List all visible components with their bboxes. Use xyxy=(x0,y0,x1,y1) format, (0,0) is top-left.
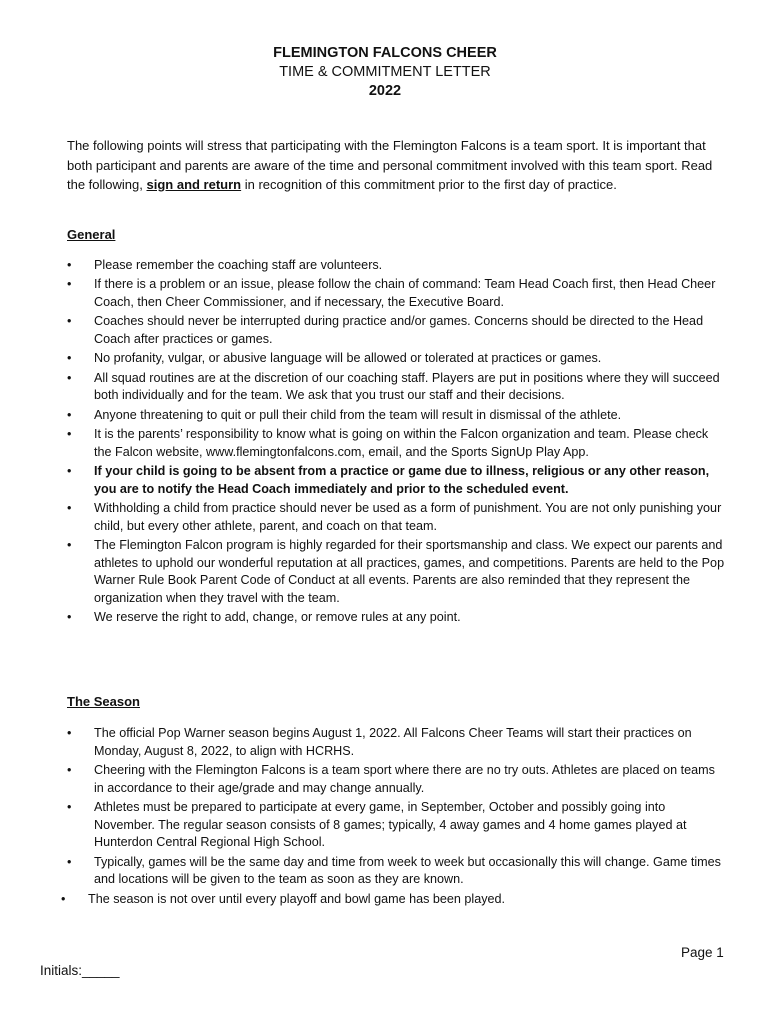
list-item-absence-notice xyxy=(67,463,727,498)
list-item-text: It is the parents’ responsibility to know what is going on within the Falcon organization and team. Please check the Falcon website, www.flemingtonfalcons.com, email, and the Sports SignUp Play App. xyxy=(94,427,709,459)
list-item-text: Typically, games will be the same day and time from week to week but occasionally this will change. Game times and locations will be given to the team as soon as they are known. xyxy=(94,854,721,887)
list-item-text: Please remember the coaching staff are volunteers. xyxy=(94,258,383,272)
list-item xyxy=(67,370,727,405)
document-subtitle: TIME & COMMITMENT LETTER xyxy=(279,64,491,80)
list-item-text: We reserve the right to add, change, or remove rules at any point. xyxy=(94,610,461,625)
page-number: Page 1 xyxy=(681,945,724,960)
list-item-text: All squad routines are at the discretion of our coaching staff. Players are put in positions where they will succeed both individually and for the team. We ask that you trust our staff and their decisions. xyxy=(94,370,720,403)
bullet-icon: • xyxy=(67,854,72,869)
bullet-icon: • xyxy=(67,538,72,553)
list-item xyxy=(67,407,727,425)
list-item-text: Athletes must be prepared to participate at every game, in September, October and possibly going into November. The regular season consists of 8 games; typically, 4 away games and 4 home games played at Hunterdon Central Regional High School. xyxy=(94,799,687,850)
bullet-icon: • xyxy=(67,407,72,422)
list-item-text: If there is a problem or an issue, please follow the chain of command: Team Head Coach first, then Head Cheer Coach, then Cheer Commissioner, and if necessary, the Executive Board. xyxy=(94,277,716,309)
list-item xyxy=(61,891,727,909)
bullet-icon: • xyxy=(67,464,72,479)
list-item-text: No profanity, vulgar, or abusive language will be allowed or tolerated at practices or games. xyxy=(94,351,602,366)
list-item-text: The season is not over until every playoff and bowl game has been played. xyxy=(88,891,506,906)
list-item xyxy=(67,609,727,627)
intro-text-after: in recognition of this commitment prior to the first day of practice. xyxy=(241,177,617,192)
list-item xyxy=(67,537,727,607)
season-heading: The Season xyxy=(67,694,140,709)
intro-text-before: The following points will stress that participating with the Flemington Falcons is a team sport. It is important that both participant and parents are aware of the time and personal commitment involved with this team sport. Read the following, xyxy=(67,138,713,192)
list-item xyxy=(67,276,727,311)
list-item-text: The official Pop Warner season begins August 1, 2022. All Falcons Cheer Teams will start their practices on Monday, August 8, 2022, to align with HCRHS. xyxy=(94,726,692,758)
list-item xyxy=(67,762,727,797)
list-item xyxy=(67,350,727,368)
bullet-icon: • xyxy=(67,314,72,329)
list-item-text: Withholding a child from practice should never be used as a form of punishment. You are not only punishing your child, but every other athlete, parent, and coach on that team. xyxy=(94,501,722,533)
general-heading: General xyxy=(67,227,116,242)
intro-emphasis: sign and return xyxy=(146,177,242,192)
list-item xyxy=(67,500,727,535)
list-item xyxy=(67,854,727,889)
general-list xyxy=(67,257,727,629)
season-list xyxy=(61,725,727,910)
list-item-text: Anyone threatening to quit or pull their child from the team will result in dismissal of the athlete. xyxy=(94,407,622,422)
bullet-icon: • xyxy=(67,762,72,777)
document-title: FLEMINGTON FALCONS CHEER xyxy=(273,45,497,61)
bullet-icon: • xyxy=(67,501,72,516)
bullet-icon: • xyxy=(67,726,72,740)
bullet-icon: • xyxy=(67,799,72,814)
document-year: 2022 xyxy=(368,83,402,99)
bullet-icon: • xyxy=(67,610,72,625)
list-item-text: Cheering with the Flemington Falcons is a team sport where there are no try outs. Athletes are placed on teams in accordance to their age/grade and may change annually. xyxy=(94,762,715,795)
list-item-text: If your child is going to be absent from a practice or game due to illness, religious or any other reason, you are to notify the Head Coach immediately and prior to the scheduled event. xyxy=(94,464,710,496)
list-item xyxy=(67,257,727,275)
list-item xyxy=(67,313,727,348)
bullet-icon: • xyxy=(67,370,72,385)
intro-paragraph xyxy=(67,136,727,195)
list-item-text: The Flemington Falcon program is highly regarded for their sportsmanship and class. We expect our parents and athletes to uphold our wonderful reputation at all practices, games, and competitions. Parents are held to the Pop Warner Rule Book Parent Code of Conduct at all events. Parents are also reminded that they represent the organization when they travel with the team. xyxy=(94,538,725,605)
list-item xyxy=(67,799,727,852)
bullet-icon: • xyxy=(67,258,72,272)
list-item-text: Coaches should never be interrupted during practice and/or games. Concerns should be directed to the Head Coach after practices or games. xyxy=(94,314,704,346)
bullet-icon: • xyxy=(67,277,72,292)
list-item xyxy=(67,426,727,461)
bullet-icon: • xyxy=(67,351,72,366)
bullet-icon: • xyxy=(61,891,66,906)
bullet-icon: • xyxy=(67,427,72,442)
initials-field[interactable]: Initials:_____ xyxy=(40,963,120,978)
list-item xyxy=(67,725,727,760)
